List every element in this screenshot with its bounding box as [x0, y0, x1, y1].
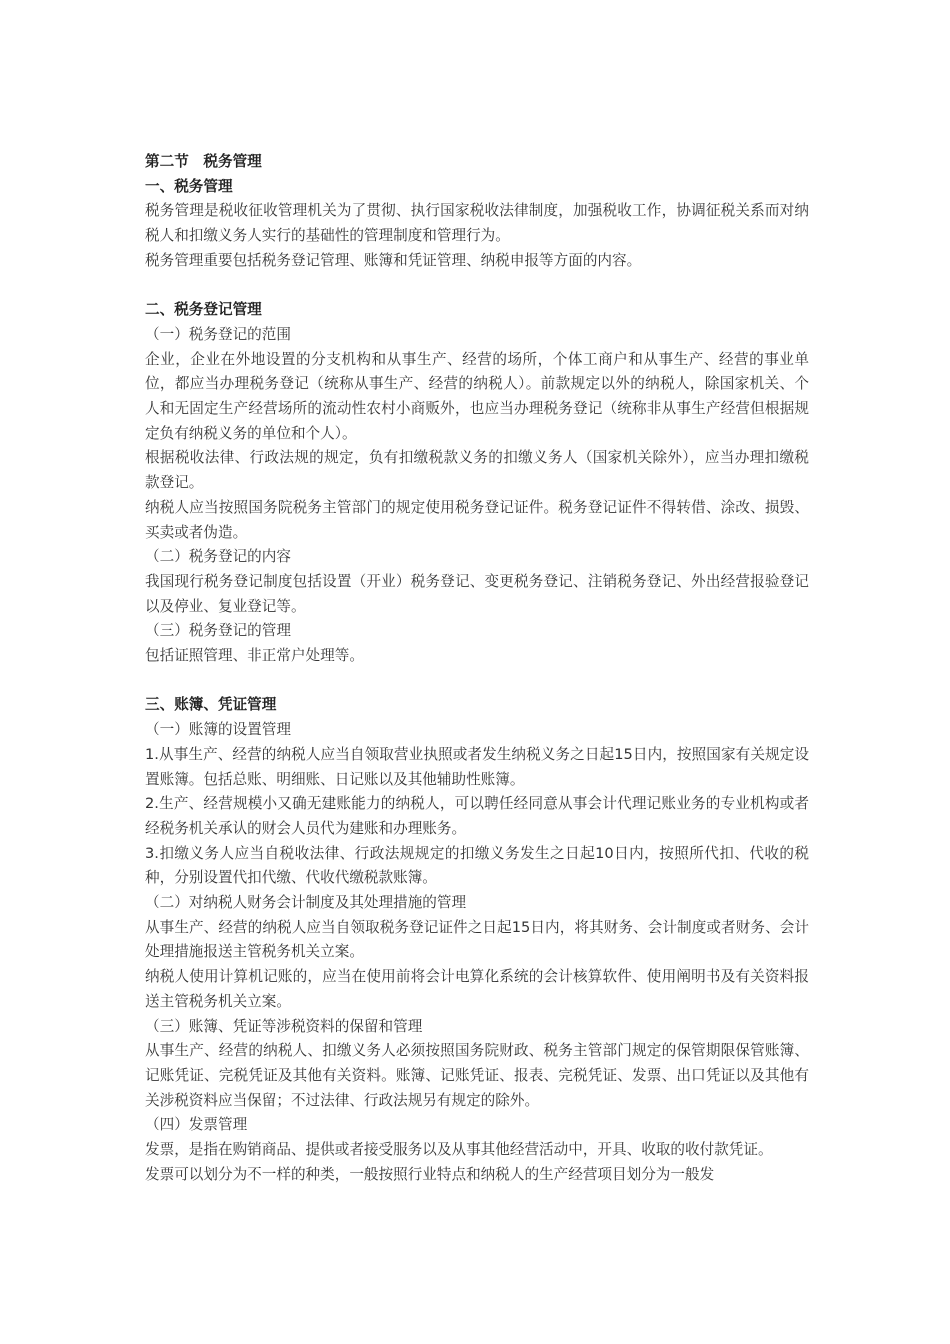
spacer	[145, 274, 809, 299]
part3-sub1-paragraph: 1.从事生产、经营的纳税人应当自领取营业执照或者发生纳税义务之日起15日内，按照国家有关规定设置账簿。包括总账、明细账、日记账以及其他辅助性账簿。	[145, 745, 809, 788]
part3-sub3-title: （三）账簿、凭证等涉税资料的保留和管理	[145, 1017, 423, 1035]
part3-sub2-paragraph: 纳税人使用计算机记账的，应当在使用前将会计电算化系统的会计核算软件、使用阐明书及有关资料报送主管税务机关立案。	[145, 968, 809, 1010]
part2-sub2-paragraph: 我国现行税务登记制度包括设置（开业）税务登记、变更税务登记、注销税务登记、外出经营报验登记以及停业、复业登记等。	[145, 572, 809, 615]
spacer	[145, 669, 809, 694]
part3-sub4-paragraph: 发票，是指在购销商品、提供或者接受服务以及从事其他经营活动中，开具、收取的收付款凭证。	[145, 1141, 773, 1159]
part3-sub4-paragraph: 发票可以划分为不一样的种类，一般按照行业特点和纳税人的生产经营项目划分为一般发	[145, 1165, 715, 1183]
part3-sub1-paragraph: 2.生产、经营规模小又确无建账能力的纳税人，可以聘任经同意从事会计代理记账业务的专业机构或者经税务机关承认的财会人员代为建账和办理账务。	[145, 795, 809, 837]
document-page	[145, 150, 809, 1188]
part2-sub1-paragraph: 纳税人应当按照国务院税务主管部门的规定使用税务登记证件。税务登记证件不得转借、涂改、损毁、买卖或者伪造。	[145, 498, 809, 541]
part2-sub1-paragraph: 企业，企业在外地设置的分支机构和从事生产、经营的场所，个体工商户和从事生产、经营的事业单位，都应当办理税务登记（统称从事生产、经营的纳税人）。前款规定以外的纳税人，除国家机关、个人和无固定生产经营场所的流动性农村小商贩外，也应当办理税务登记（统称非从事生产经营但根据规定负有纳税义务的单位和个人）。	[145, 350, 809, 442]
part1-paragraph: 税务管理重要包括税务登记管理、账簿和凭证管理、纳税申报等方面的内容。	[145, 251, 642, 269]
part3-sub2-title: （二）对纳税人财务会计制度及其处理措施的管理	[145, 894, 467, 912]
part2-sub3-title: （三）税务登记的管理	[145, 622, 291, 640]
part3-heading: 三、账簿、凭证管理	[145, 696, 277, 714]
part3-sub4-title: （四）发票管理	[145, 1116, 248, 1134]
part2-heading: 二、税务登记管理	[145, 301, 262, 319]
part1-paragraph: 税务管理是税收征收管理机关为了贯彻、执行国家税收法律制度，加强税收工作，协调征税关系而对纳税人和扣缴义务人实行的基础性的管理制度和管理行为。	[145, 202, 809, 245]
part3-sub2-paragraph: 从事生产、经营的纳税人应当自领取税务登记证件之日起15日内，将其财务、会计制度或者财务、会计处理措施报送主管税务机关立案。	[145, 918, 809, 961]
part2-sub1-title: （一）税务登记的范围	[145, 325, 291, 343]
part3-sub3-paragraph: 从事生产、经营的纳税人、扣缴义务人必须按照国务院财政、税务主管部门规定的保管期限保管账簿、记账凭证、完税凭证及其他有关资料。账簿、记账凭证、报表、完税凭证、发票、出口凭证以及其他有关涉税资料应当保留；不过法律、行政法规另有规定的除外。	[145, 1042, 809, 1109]
part2-sub3-paragraph: 包括证照管理、非正常户处理等。	[145, 647, 364, 665]
part2-sub2-title: （二）税务登记的内容	[145, 548, 291, 566]
section-title: 第二节 税务管理	[145, 153, 262, 170]
part2-sub1-paragraph: 根据税收法律、行政法规的规定，负有扣缴税款义务的扣缴义务人（国家机关除外），应当办理扣缴税款登记。	[145, 449, 809, 492]
part1-heading: 一、税务管理	[145, 177, 233, 195]
part3-sub1-title: （一）账簿的设置管理	[145, 721, 291, 739]
part3-sub1-paragraph: 3.扣缴义务人应当自税收法律、行政法规规定的扣缴义务发生之日起10日内，按照所代扣、代收的税种，分别设置代扣代缴、代收代缴税款账簿。	[145, 844, 809, 887]
